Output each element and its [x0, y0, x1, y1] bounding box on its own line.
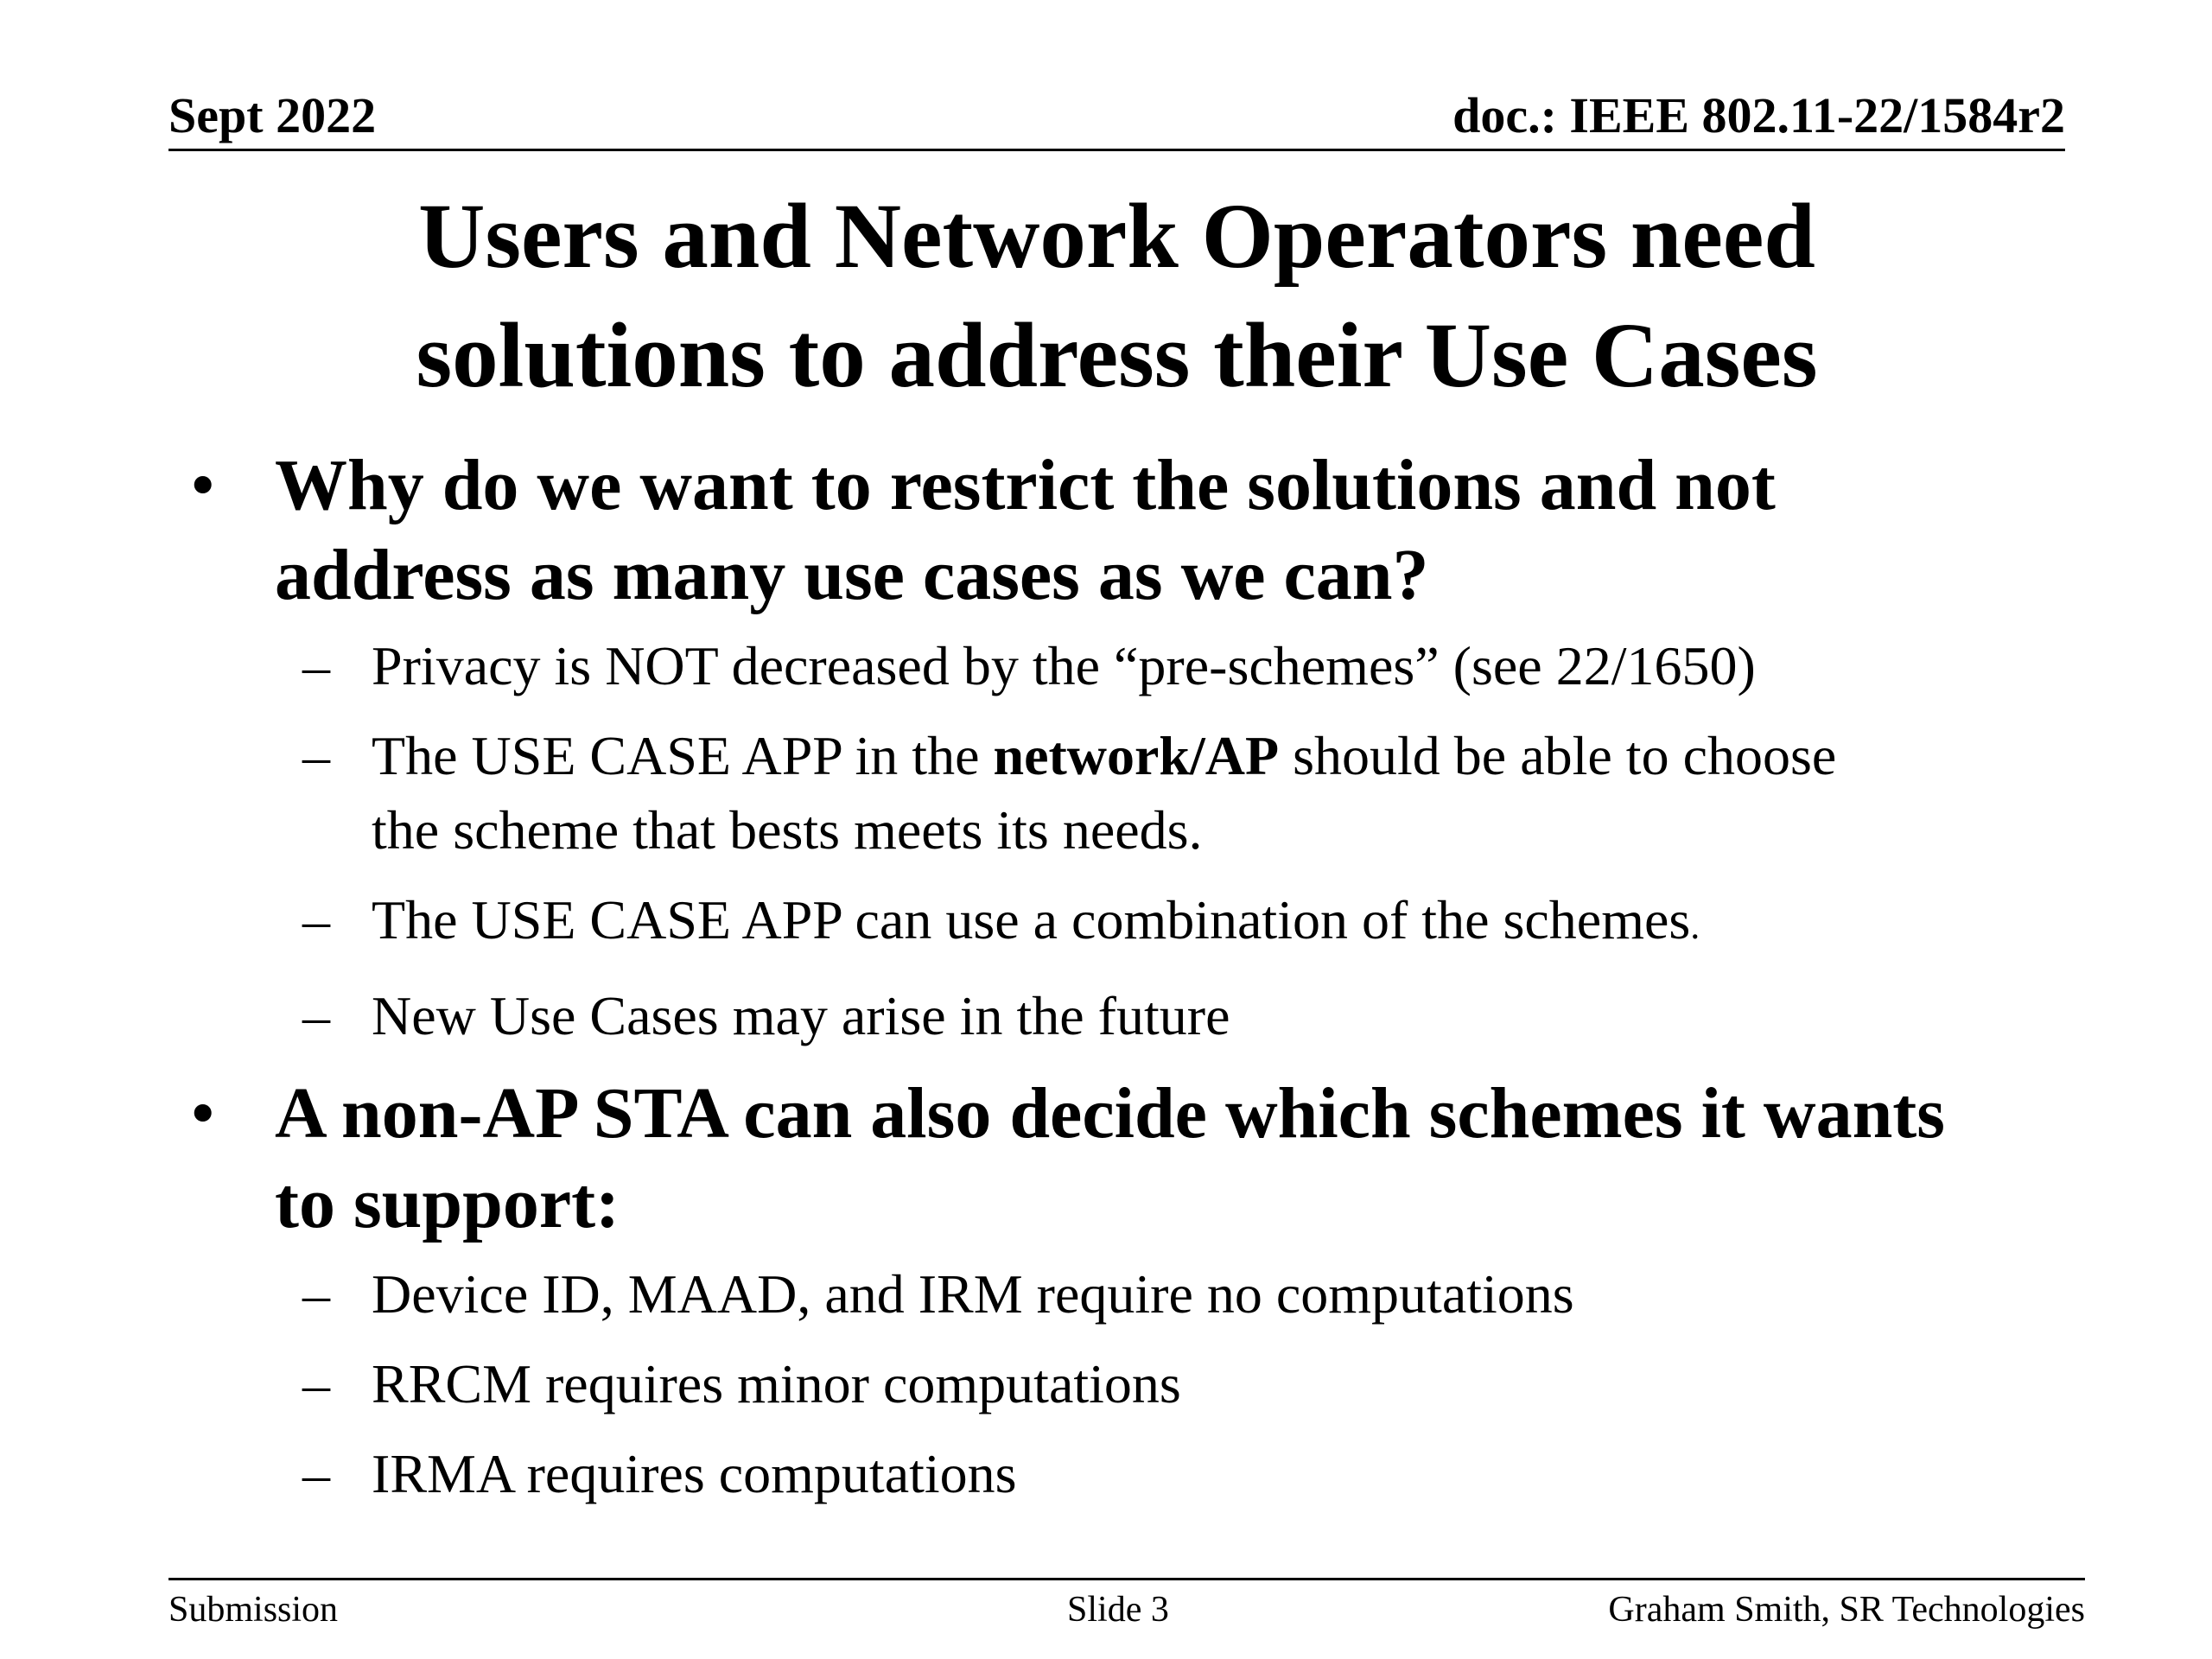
sub-list [168, 1257, 2095, 1511]
sub-item [168, 883, 2095, 963]
dash-marker: – [302, 1263, 330, 1325]
sub-item-text-line: the scheme that bests meets its needs. [372, 799, 1203, 861]
sub-item [168, 1437, 2095, 1511]
title-line-2: solutions to address their Use Cases [416, 305, 1818, 407]
bullet-text-line: A non-AP STA can also decide which schemes it wants [275, 1073, 1945, 1154]
dash-marker: – [302, 985, 330, 1046]
title-line-1: Users and Network Operators need [418, 186, 1815, 288]
bullet-text-line: Why do we want to restrict the solutions and not [275, 445, 1776, 525]
dash-marker: – [302, 889, 330, 950]
footer-slide-number: Slide 3 [1067, 1590, 1169, 1630]
bullet-item [168, 1069, 2095, 1249]
dash-marker: – [302, 1353, 330, 1414]
sub-item-text: Privacy is NOT decreased by the “pre-schemes” (see 22/1650) [372, 635, 1756, 696]
sub-item-text: The USE CASE APP can use a combination of the schemes [372, 889, 1691, 950]
slide-title [168, 177, 2065, 416]
sub-list [168, 629, 2095, 1053]
footer-author: Graham Smith, SR Technologies [1608, 1590, 2085, 1630]
dash-marker: – [302, 1443, 330, 1504]
header-doc-id: doc.: IEEE 802.11-22/1584r2 [1452, 87, 2065, 143]
sub-item-text-prefix: The USE CASE APP in the [372, 725, 994, 786]
sub-item-text: RRCM requires minor computations [372, 1353, 1181, 1414]
sub-item-text: Device ID, MAAD, and IRM require no computations [372, 1263, 1574, 1325]
slide-content [168, 441, 2095, 1527]
bullet-marker: • [190, 445, 216, 525]
bullet-text-line: to support: [275, 1163, 620, 1243]
sub-item-text-line [372, 883, 2095, 963]
dash-marker: – [302, 725, 330, 786]
slide-header [168, 86, 2065, 151]
sub-item [168, 979, 2095, 1053]
slide-footer [168, 1578, 2085, 1630]
sub-item-trailing-period: . [1690, 905, 1700, 947]
sub-item-text: IRMA requires computations [372, 1443, 1017, 1504]
sub-item-text-suffix: should be able to choose [1279, 725, 1837, 786]
header-date: Sept 2022 [168, 87, 377, 143]
sub-item [168, 1347, 2095, 1421]
sub-item-text-line [372, 719, 2095, 793]
bullet-marker: • [190, 1073, 216, 1154]
sub-item-text: New Use Cases may arise in the future [372, 985, 1230, 1046]
footer-submission: Submission [168, 1590, 339, 1630]
sub-item-bold-text: network/AP [993, 725, 1280, 786]
sub-item [168, 719, 2095, 868]
dash-marker: – [302, 635, 330, 696]
sub-item [168, 629, 2095, 703]
sub-item [168, 1257, 2095, 1332]
bullet-text-line: address as many use cases as we can? [275, 535, 1429, 615]
bullet-item [168, 441, 2095, 620]
